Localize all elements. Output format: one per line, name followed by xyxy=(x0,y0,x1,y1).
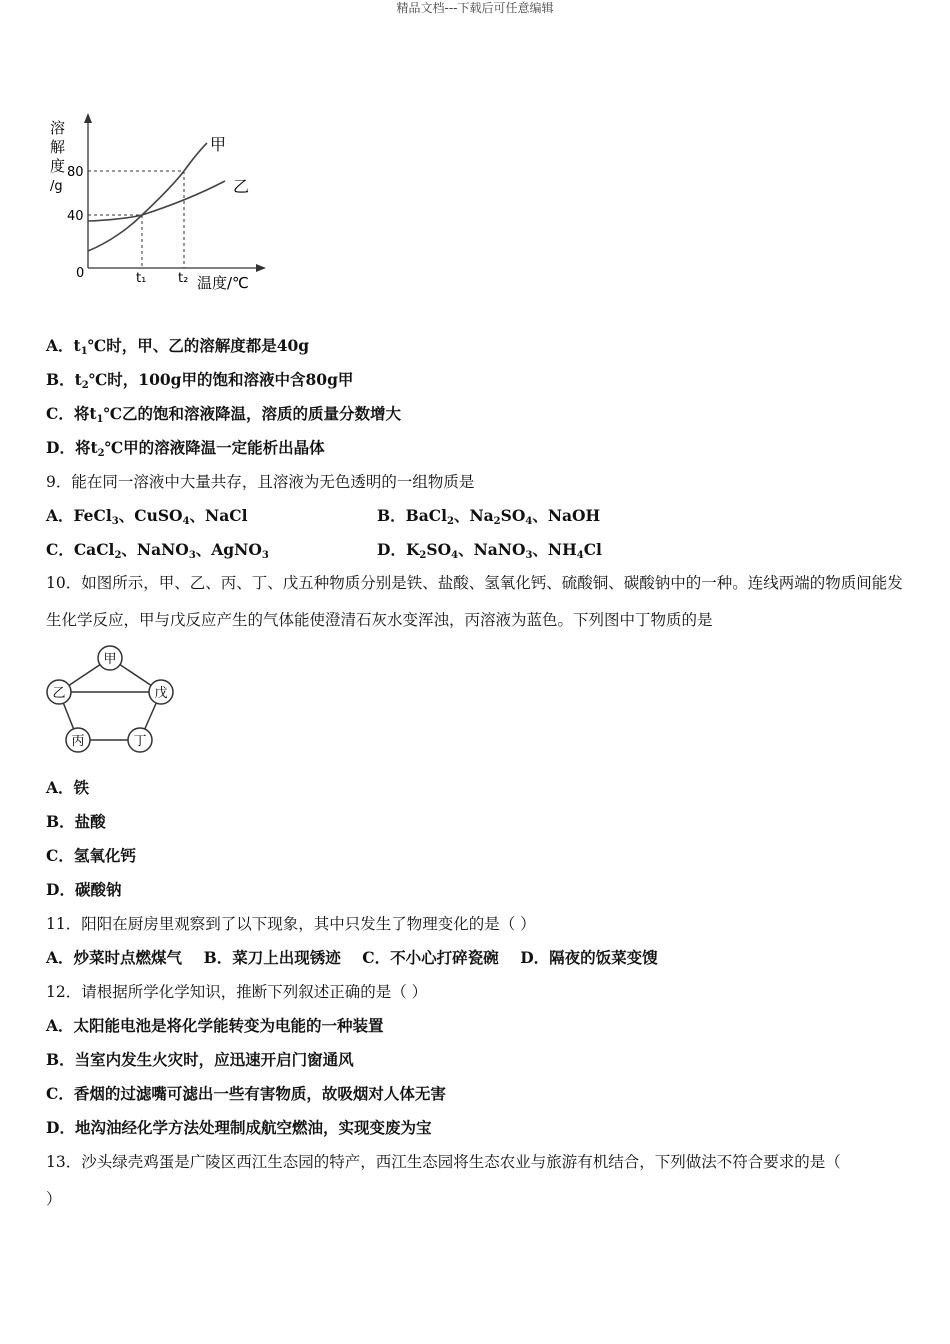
q9-option-b: B．BaCl$_2$、$Na_2SO_4$、NaOH xyxy=(377,506,601,527)
ylabel-char-4: /g xyxy=(50,179,63,194)
q8-option-d: D．将$t_2℃$甲的溶液降温一定能析出晶体 xyxy=(46,438,325,459)
q12-stem: 12．请根据所学化学知识，推断下列叙述正确的是（ ） xyxy=(46,983,428,1001)
page-header: 精品文档---下载后可任意编辑 xyxy=(396,1,554,15)
pentagon-diagram xyxy=(40,644,180,756)
q10-stem: 10．如图所示，甲、乙、丙、丁、戊五种物质分别是铁、盐酸、氢氧化钙、硫酸铜、碳酸钠中的一种。连线两端的物质间能发生化学反应，甲与戊反应产生的气体能使澄清石灰水变浑浊，丙溶液为蓝色。下列图中丁物质的是 xyxy=(46,574,903,629)
q12-option-c: C．香烟的过滤嘴可滤出一些有害物质，故吸烟对人体无害 xyxy=(46,1084,446,1103)
q9-row-2 xyxy=(46,539,906,561)
q12-option-b: B．当室内发生火灾时，应迅速开启门窗通风 xyxy=(46,1050,354,1069)
series-label-yi: 乙 xyxy=(233,177,250,196)
series-label-jia: 甲 xyxy=(210,135,227,154)
q9-row-1 xyxy=(46,505,906,527)
ytick-40: 40 xyxy=(67,209,84,224)
q8-option-a: A．$t_1℃$时，甲、乙的溶解度都是40g xyxy=(46,336,310,357)
node-ding-label: 丁 xyxy=(133,734,147,749)
x-axis-label: 温度/℃ xyxy=(197,274,249,292)
q8-option-c: C．将$t_1℃$乙的饱和溶液降温，溶质的质量分数增大 xyxy=(46,404,402,425)
node-jia-label: 甲 xyxy=(103,652,117,667)
origin-label: 0 xyxy=(76,266,85,281)
q12-option-d: D．地沟油经化学方法处理制成航空燃油，实现变废为宝 xyxy=(46,1118,432,1137)
q10-option-a: A．铁 xyxy=(46,778,90,797)
q9-option-d: D．$K_2SO_4$、NaNO$_3$、$NH_4Cl$ xyxy=(377,540,602,561)
solubility-chart xyxy=(40,108,280,298)
ylabel-char-2: 解 xyxy=(50,138,66,156)
x-axis-arrow xyxy=(256,264,266,272)
node-yi-label: 乙 xyxy=(52,686,66,701)
q11-stem: 11．阳阳在厨房里观察到了以下现象，其中只发生了物理变化的是（ ） xyxy=(46,915,536,933)
y-axis-arrow xyxy=(84,113,92,123)
q12-option-a: A．太阳能电池是将化学能转变为电能的一种装置 xyxy=(46,1016,384,1035)
q10-option-b: B．盐酸 xyxy=(46,812,106,831)
xtick-t1: t₁ xyxy=(136,271,147,286)
q11-options: A．炒菜时点燃煤气 B．菜刀上出现锈迹 C．不小心打碎瓷碗 D．隔夜的饭菜变馊 xyxy=(46,948,658,967)
q10-option-c: C．氢氧化钙 xyxy=(46,846,136,865)
q8-option-b: B．$t_2℃$时，100g甲的饱和溶液中含80g甲 xyxy=(46,370,354,391)
q10-option-d: D．碳酸钠 xyxy=(46,880,122,899)
q9-option-c: C．CaCl$_2$、NaNO$_3$、AgNO$_3$ xyxy=(46,540,269,561)
xtick-t2: t₂ xyxy=(178,271,189,286)
node-wu-label: 戊 xyxy=(154,686,168,701)
node-bing-label: 丙 xyxy=(71,734,85,749)
ylabel-char-3: 度 xyxy=(50,157,66,175)
q9-stem: 9．能在同一溶液中大量共存，且溶液为无色透明的一组物质是 xyxy=(46,473,475,491)
q9-option-a: A．FeCl$_3$、CuSO$_4$、NaCl xyxy=(46,506,248,527)
ytick-80: 80 xyxy=(67,165,84,180)
ylabel-char-1: 溶 xyxy=(50,119,66,137)
q13-stem: 13．沙头绿壳鸡蛋是广陵区西江生态园的特产，西江生态园将生态农业与旅游有机结合，下列做法不符合要求的是（ xyxy=(46,1153,841,1171)
q13-stem-end: ） xyxy=(46,1190,62,1208)
